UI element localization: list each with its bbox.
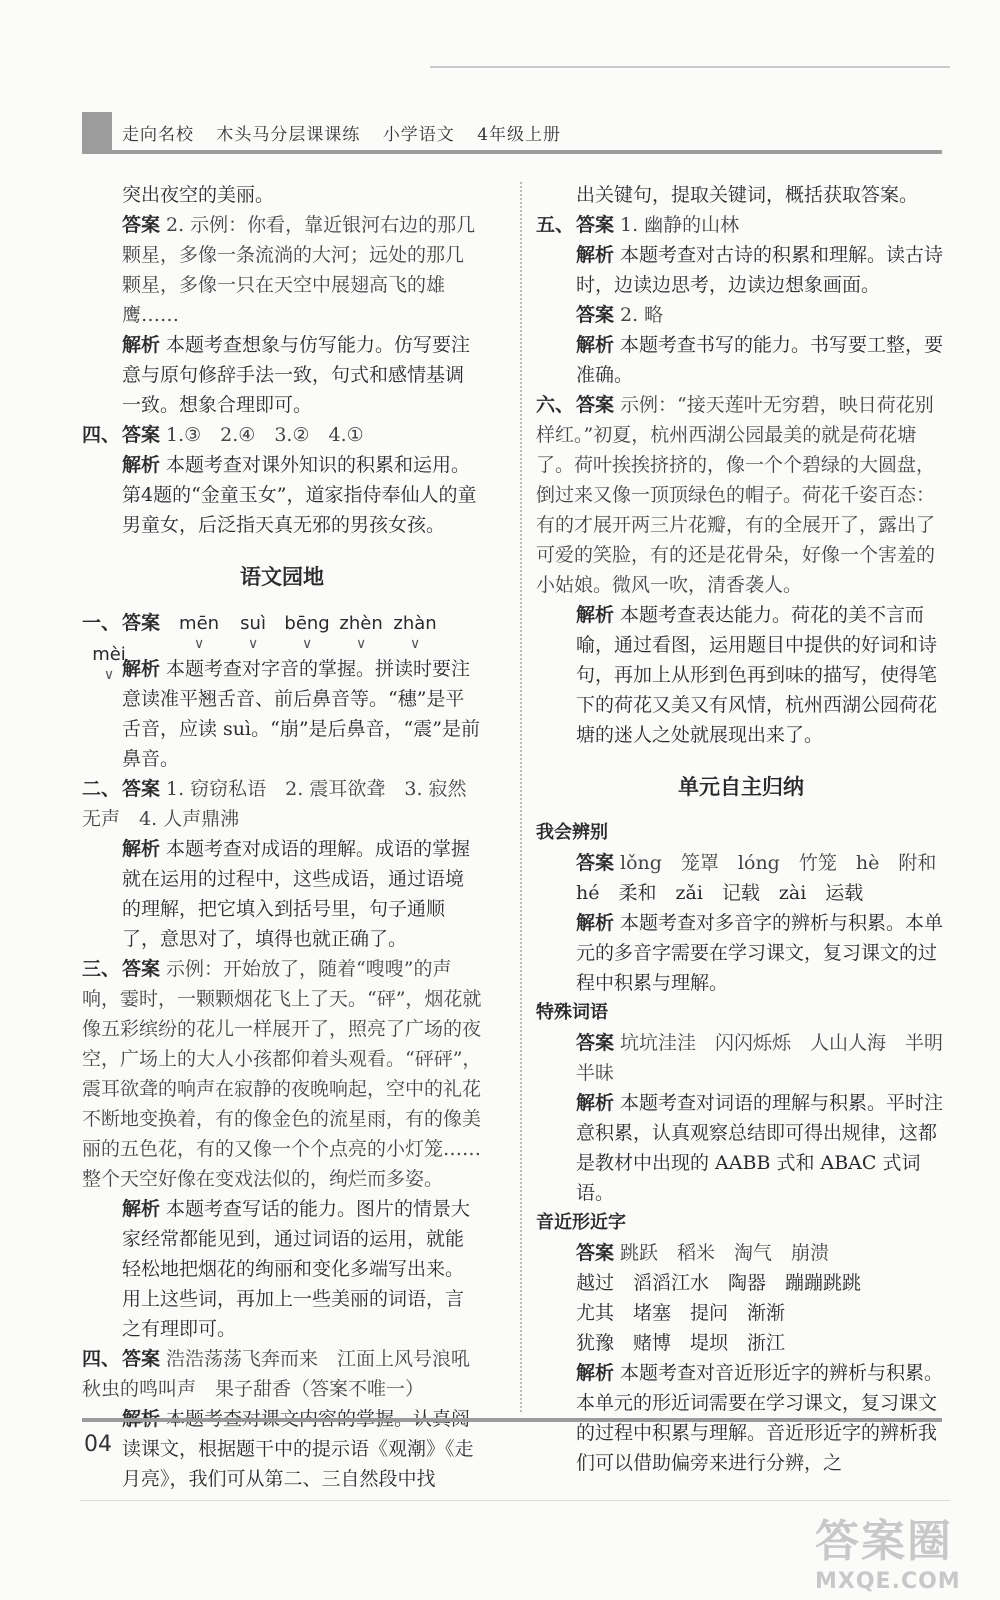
analysis-item: 解析 本题考查想象与仿写能力。仿写要注意与原句修辞手法一致，句式和感情基调一致。想象合理即可。: [122, 334, 471, 416]
analysis-item: 解析 本题考查对成语的理解。成语的掌握就在运用的过程中，这些成语，通过语境的理解，把它填入到括号里，句子通顺了，意思对了，填得也就正确了。: [122, 838, 471, 950]
garden-question-4: 四、 答案 浩浩荡荡飞奔而来 江面上风号浪吼 秋虫的鸣叫声 果子甜香（答案不唯一）: [82, 1348, 490, 1400]
column-divider: [520, 182, 522, 1412]
garden-question-3: 三、 答案 示例：开始放了，随着“嗖嗖”的声响，霎时，一颗颗烟花飞上了天。“砰”，烟花就像五彩缤纷的花儿一样展开了，照亮了广场的夜空，广场上的大人小孩都仰着头观看。“砰砰”，震耳欲聋的响声在寂静的夜晚响起，空中的礼花不断地变换着，有的像金色的流星雨，有的像美丽的五色花，有的又像一个个点亮的小灯笼……整个天空好像在变戏法似的，绚烂而多姿。: [82, 958, 482, 1190]
header-text: [122, 120, 577, 145]
left-column: [82, 180, 490, 1494]
running-header: [82, 112, 942, 154]
watermark-url: MXQE.COM: [815, 1569, 961, 1594]
subsection-title: 音近形近字: [536, 1212, 626, 1233]
check-mark-icon: ∨: [247, 636, 259, 652]
check-mark-icon: ∨: [103, 667, 115, 683]
header-series: 走向名校: [122, 125, 194, 145]
analysis-item: 解析 本题考查对字音的掌握。拼读时要注意读准平翘舌音、前后鼻音等。“穗”是平舌音，应读 suì。“崩”是后鼻音，“震”是前鼻音。: [122, 658, 480, 770]
pinyin-item: zhèn ∨: [334, 609, 388, 639]
analysis-item: 解析 本题考查表达能力。荷花的美不言而喻，通过看图，运用题目中提供的好词和诗句，再加上从形到色再到味的描写，使得笔下的荷花又美又有风情，杭州西湖公园荷花塘的迷人之处就展现出来了。: [576, 604, 938, 746]
check-mark-icon: ∨: [301, 636, 313, 652]
pinyin-item: mēn ∨: [172, 609, 226, 639]
garden-question-1: 一、 答案 mēn ∨ suì ∨ bēng ∨ zhèn ∨ zhàn ∨ mèi ∨: [82, 608, 482, 654]
question-4: 四、 答案 1.③ 2.④ 3.② 4.①: [82, 424, 364, 446]
top-rule: [430, 66, 950, 68]
page-number: 04: [84, 1432, 112, 1457]
pinyin-item: suì ∨: [226, 609, 280, 639]
answer-line: 犹豫 赌博 堤坝 浙江: [576, 1332, 786, 1354]
analysis-item: 解析 本题考查对音近形近字的辨析与积累。本单元的形近词需要在学习课文，复习课文的过程中积累与理解。音近形近字的辨析我们可以借助偏旁来进行分辨，之: [576, 1362, 944, 1474]
answer-line: hé 柔和 zǎi 记载 zài 运载: [576, 882, 864, 904]
section-title-garden: 语文园地: [240, 565, 324, 589]
answer-item: 答案 2. 略: [576, 304, 664, 326]
left-continued-line: 突出夜空的美丽。: [122, 184, 275, 206]
subsection-title: 我会辨别: [536, 822, 608, 843]
check-mark-icon: ∨: [193, 636, 205, 652]
pinyin-item: bēng ∨: [280, 609, 334, 639]
pinyin-item: zhàn ∨: [388, 609, 442, 639]
answer-line: 越过 滔滔江水 陶器 蹦蹦跳跳: [576, 1272, 862, 1294]
garden-question-2: 二、 答案 1. 窃窃私语 2. 震耳欲聋 3. 寂然无声 4. 人声鼎沸: [82, 778, 467, 830]
watermark-logo: [815, 1505, 975, 1595]
analysis-item: 解析 本题考查对多音字的辨析与积累。本单元的多音字需要在学习课文，复习课文的过程中积累与理解。: [576, 912, 944, 994]
analysis-item: 解析 本题考查对课外知识的积累和运用。第4题的“金童玉女”，道家指侍奉仙人的童男童女，后泛指天真无邪的男孩女孩。: [122, 454, 477, 536]
header-subject: 小学语文: [382, 125, 455, 145]
analysis-item: 读课文，根据题干中的提示语《观潮》《走月亮》，我们可从第二、三自然段中找: [122, 1438, 474, 1490]
right-continued-line: 出关键句，提取关键词，概括获取答案。: [576, 184, 919, 206]
analysis-item: 解析 本题考查写话的能力。图片的情景大家经常都能见到，通过词语的运用，就能轻松地把烟花的绚丽和变化多端写出来。用上这些词，再加上一些美丽的词语，言之有理即可。: [122, 1198, 471, 1340]
section-title-unit: 单元自主归纳: [678, 775, 804, 799]
check-mark-icon: ∨: [409, 636, 421, 652]
pinyin-item: mèi ∨: [82, 640, 136, 670]
header-grade: 4年级上册: [477, 125, 562, 145]
answer-item: 答案 lǒng 笼罩 lóng 竹笼 hè 附和: [576, 852, 937, 874]
subsection-title: 特殊词语: [536, 1002, 608, 1023]
answer-item: 答案 跳跃 稻米 淘气 崩溃: [576, 1242, 830, 1264]
analysis-item: 解析 本题考查对词语的理解与积累。平时注意积累，认真观察总结即可得出规律，这都是教材中出现的 AABB 式和 ABAC 式词语。: [576, 1092, 944, 1204]
answer-item: 答案 坑坑洼洼 闪闪烁烁 人山人海 半明半昧: [576, 1032, 944, 1084]
analysis-item: 解析 本题考查书写的能力。书写要工整，要准确。: [576, 334, 944, 386]
question-6: 六、 答案 示例：“接天莲叶无穷碧，映日荷花别样红。”初夏，杭州西湖公园最美的就是荷花塘了。荷叶挨挨挤挤的，像一个个碧绿的大圆盘，倒过来又像一顶顶绿色的帽子。荷花千姿百态：有的才展开两三片花瓣，有的全展开了，露出了可爱的笑脸，有的还是花骨朵，好像一个害羞的小姑娘。微风一吹，清香袭人。: [536, 394, 936, 596]
header-book: 木头马分层课课练: [216, 125, 361, 145]
analysis-item: 解析 本题考查对古诗的积累和理解。读古诗时，边读边思考，边读边想象画面。: [576, 244, 944, 296]
footer-rule: [82, 1418, 942, 1422]
header-rule: [112, 150, 942, 154]
header-block: [82, 112, 112, 154]
watermark-text: 答案圈: [815, 1516, 953, 1567]
question-5: 五、 答案 1. 幽静的山林: [536, 214, 740, 236]
bottom-rule: [80, 1500, 950, 1501]
answer-line: 尤其 堵塞 提问 渐渐: [576, 1302, 786, 1324]
right-column: [536, 180, 946, 1478]
check-mark-icon: ∨: [355, 636, 367, 652]
answer-item: 答案 2. 示例：你看，靠近银河右边的那几颗星，多像一条流淌的大河；远处的那几颗星，多像一只在天空中展翅高飞的雄鹰……: [122, 214, 476, 326]
